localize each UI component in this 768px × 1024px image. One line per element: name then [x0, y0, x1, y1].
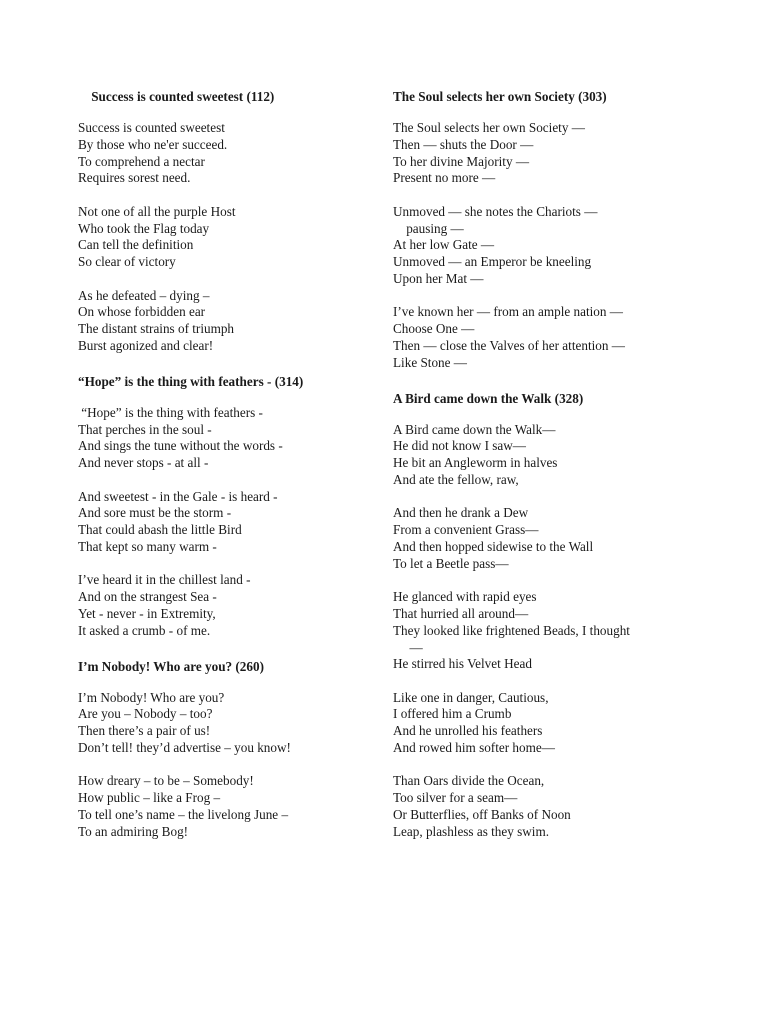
poem-line: Success is counted sweetest: [78, 120, 225, 135]
poem-line: And he unrolled his feathers: [393, 723, 543, 739]
stanza: [78, 120, 418, 187]
poem-line: That hurried all around—: [393, 605, 529, 621]
poem-line: Than Oars divide the Ocean,: [393, 773, 545, 789]
poem-line: Leap, plashless as they swim.: [393, 823, 550, 839]
poem-line: To tell one’s name – the livelong June –: [78, 806, 289, 822]
right-column: [393, 87, 693, 858]
poem-line: So clear of victory: [78, 254, 176, 270]
stanza: [78, 204, 418, 271]
stanza: [393, 120, 693, 187]
poem-line: Too silver for a seam—: [393, 790, 518, 806]
poem-line: And then he drank a Dew: [393, 505, 529, 521]
poem-hope-is-the-thing-with-feathers-314: [78, 372, 418, 640]
poem-i-m-nobody-who-are-you-260: [78, 657, 418, 841]
poem-title: I’m Nobody! Who are you? (260): [78, 658, 264, 674]
poem-line: He did not know I saw—: [393, 438, 526, 454]
poem-line: Requires sorest need.: [78, 170, 191, 186]
poem-line: Yet - never - in Extremity,: [78, 605, 216, 621]
poem-line: And ate the fellow, raw,: [393, 471, 519, 487]
poem-line: And rowed him softer home—: [393, 740, 555, 756]
poem-line: Or Butterflies, off Banks of Noon: [393, 807, 571, 823]
poem-title: Success is counted sweetest (112): [78, 89, 275, 104]
poem-line: To an admiring Bog!: [78, 823, 189, 839]
poem-line: I’m Nobody! Who are you?: [78, 689, 225, 705]
poem-line: To her divine Majority —: [393, 153, 530, 169]
poem-line: The Soul selects her own Society —: [393, 120, 585, 135]
poem-line: Don’t tell! they’d advertise – you know!: [78, 739, 291, 755]
poem-line: To comprehend a nectar: [78, 153, 205, 169]
poem-line: Are you – Nobody – too?: [78, 706, 213, 722]
stanza: [393, 505, 693, 572]
poem-line: Then — close the Valves of her attention —: [393, 337, 625, 353]
stanza: [78, 288, 418, 355]
poem-line: Unmoved — an Emperor be kneeling: [393, 254, 592, 270]
stanza: [393, 422, 693, 489]
poem-line: Choose One —: [393, 321, 475, 337]
poem-line: A Bird came down the Walk—: [393, 421, 556, 437]
stanza: [393, 773, 693, 840]
poem-line: I’ve heard it in the chillest land -: [78, 572, 251, 588]
poem-line: I’ve known her — from an ample nation —: [393, 304, 623, 320]
poem-line: Can tell the definition: [78, 237, 194, 253]
poem-line: Upon her Mat —: [393, 270, 484, 286]
poem-line: He bit an Angleworm in halves: [393, 455, 558, 471]
poem-line: At her low Gate —: [393, 237, 495, 253]
poem-line: And never stops - at all -: [78, 455, 209, 471]
stanza: [78, 690, 418, 757]
poem-line: The distant strains of triumph: [78, 321, 235, 337]
poem-a-bird-came-down-the-walk-328: [393, 389, 693, 841]
stanza: [393, 589, 693, 673]
poem-line: How dreary – to be – Somebody!: [78, 773, 254, 789]
poem-line: Like one in danger, Cautious,: [393, 689, 549, 705]
poem-line: By those who ne'er succeed.: [78, 136, 228, 152]
left-column: [78, 87, 418, 857]
poem-line: As he defeated – dying –: [78, 287, 210, 303]
poem-line: And sweetest - in the Gale - is heard -: [78, 488, 278, 504]
stanza: [393, 304, 693, 371]
poem-line: That could abash the little Bird: [78, 522, 242, 538]
poem-line: How public – like a Frog –: [78, 790, 221, 806]
poem-line: It asked a crumb - of me.: [78, 622, 211, 638]
poem-line: That perches in the soul -: [78, 421, 212, 437]
poem-line: And then hopped sidewise to the Wall: [393, 538, 594, 554]
poem-line: —: [393, 639, 423, 655]
stanza: [393, 204, 693, 288]
poem-line: pausing —: [393, 220, 464, 236]
stanza: [393, 690, 693, 757]
poem-line: He stirred his Velvet Head: [393, 656, 532, 672]
poem-title: The Soul selects her own Society (303): [393, 89, 607, 104]
stanza: [78, 572, 418, 639]
poem-line: Not one of all the purple Host: [78, 203, 236, 219]
poem-line: And sore must be the storm -: [78, 505, 232, 521]
poem-line: I offered him a Crumb: [393, 706, 512, 722]
poem-line: Who took the Flag today: [78, 220, 210, 236]
poem-title: A Bird came down the Walk (328): [393, 390, 584, 406]
poem-success-is-counted-sweetest-112: [78, 87, 418, 355]
poem-line: Then — shuts the Door —: [393, 136, 534, 152]
poem-line: Burst agonized and clear!: [78, 337, 214, 353]
poem-line: He glanced with rapid eyes: [393, 589, 537, 605]
poem-line: They looked like frightened Beads, I thought: [393, 622, 630, 638]
poem-line: Like Stone —: [393, 354, 467, 370]
stanza: [78, 405, 418, 472]
stanza: [78, 773, 418, 840]
poem-the-soul-selects-her-own-society-303: [393, 87, 693, 372]
poem-line: Then there’s a pair of us!: [78, 723, 211, 739]
poem-line: Unmoved — she notes the Chariots —: [393, 203, 598, 219]
poem-line: “Hope” is the thing with feathers -: [78, 404, 263, 420]
poem-line: That kept so many warm -: [78, 538, 217, 554]
poem-line: Present no more —: [393, 170, 496, 186]
poem-line: From a convenient Grass—: [393, 522, 539, 538]
poem-title: “Hope” is the thing with feathers - (314): [78, 373, 304, 389]
poem-line: On whose forbidden ear: [78, 304, 206, 320]
poem-line: To let a Beetle pass—: [393, 555, 509, 571]
poem-line: And on the strangest Sea -: [78, 589, 217, 605]
stanza: [78, 489, 418, 556]
poem-line: And sings the tune without the words -: [78, 438, 283, 454]
